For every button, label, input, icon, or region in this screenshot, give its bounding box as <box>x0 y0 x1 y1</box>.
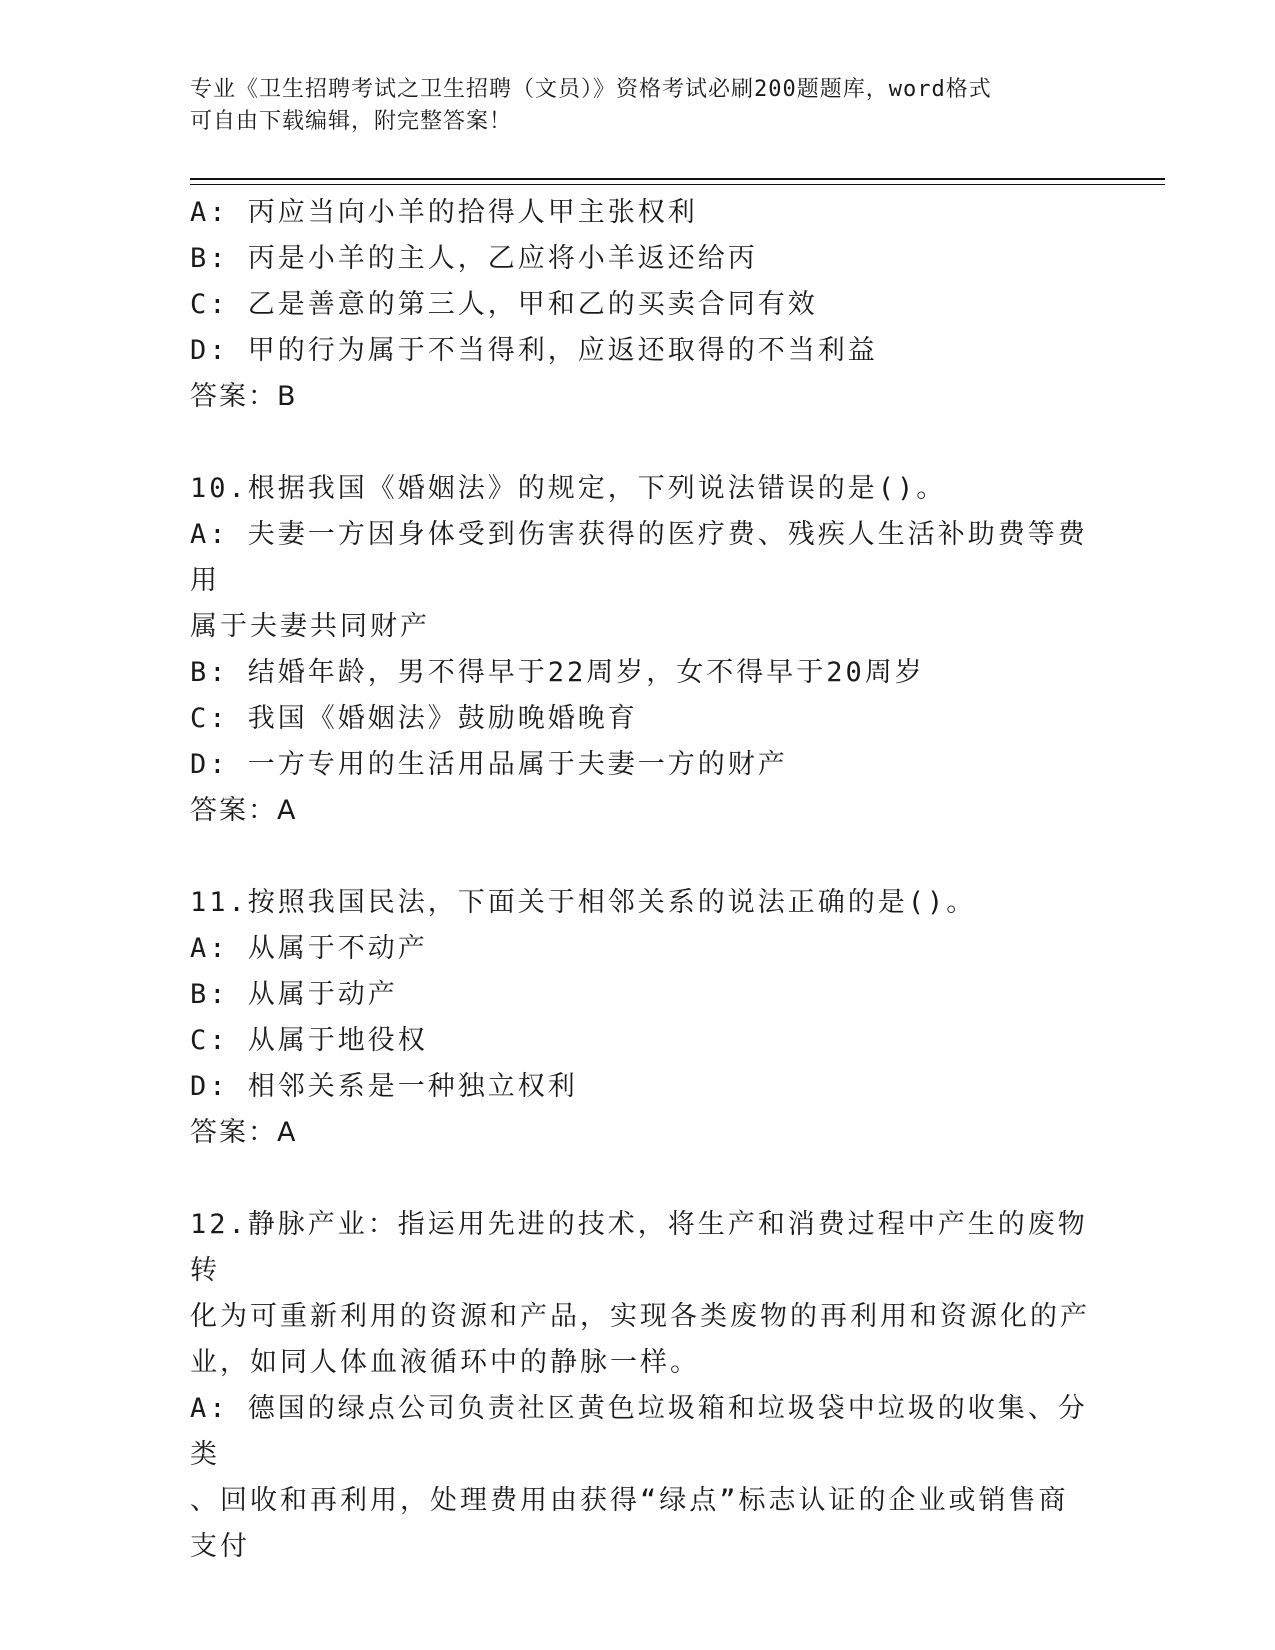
spacer <box>190 834 1090 880</box>
q10-option-a-line-2: 属于夫妻共同财产 <box>190 611 430 642</box>
q12-option-a-line-2: 、回收和再利用，处理费用由获得“绿点”标志认证的企业或销售商 <box>190 1485 1069 1516</box>
header-divider-thin <box>190 184 1165 185</box>
q11-stem: 11.按照我国民法，下面关于相邻关系的说法正确的是()。 <box>190 887 977 918</box>
spacer <box>190 420 1090 466</box>
q9-option-d: D: 甲的行为属于不当得利，应返还取得的不当利益 <box>190 335 878 366</box>
q10-option-d: D: 一方专用的生活用品属于夫妻一方的财产 <box>190 749 788 780</box>
q12-option-a-line-1: A: 德国的绿点公司负责社区黄色垃圾箱和垃圾袋中垃圾的收集、分类 <box>190 1393 1088 1470</box>
question-11 <box>190 880 1090 1156</box>
q12-stem-line-3: 业，如同人体血液循环中的静脉一样。 <box>190 1347 700 1378</box>
q10-option-c: C: 我国《婚姻法》鼓励晚婚晚育 <box>190 703 638 734</box>
q10-stem: 10.根据我国《婚姻法》的规定，下列说法错误的是()。 <box>190 473 947 504</box>
question-10 <box>190 466 1090 834</box>
spacer <box>190 1156 1090 1202</box>
q9-answer: 答案：B <box>190 381 298 412</box>
header-line-2: 可自由下载编辑，附完整答案！ <box>190 109 513 134</box>
q11-option-b: B: 从属于动产 <box>190 979 398 1010</box>
q12-stem-line-1: 12.静脉产业：指运用先进的技术，将生产和消费过程中产生的废物转 <box>190 1209 1088 1286</box>
q11-answer: 答案：A <box>190 1117 298 1148</box>
question-12 <box>190 1202 1090 1570</box>
header-line-1: 专业《卫生招聘考试之卫生招聘（文员）》资格考试必刷200题题库，word格式 <box>190 77 992 102</box>
q11-option-c: C: 从属于地役权 <box>190 1025 428 1056</box>
q11-option-d: D: 相邻关系是一种独立权利 <box>190 1071 578 1102</box>
header-divider-thick <box>190 178 1165 180</box>
q10-answer: 答案：A <box>190 795 298 826</box>
q11-option-a: A: 从属于不动产 <box>190 933 428 964</box>
document-header <box>190 74 1090 138</box>
q10-option-b: B: 结婚年龄，男不得早于22周岁，女不得早于20周岁 <box>190 657 925 688</box>
q9-option-a: A: 丙应当向小羊的拾得人甲主张权利 <box>190 197 698 228</box>
document-body <box>190 190 1090 1570</box>
q12-option-a-line-3: 支付 <box>190 1531 250 1562</box>
q10-option-a-line-1: A: 夫妻一方因身体受到伤害获得的医疗费、残疾人生活补助费等费用 <box>190 519 1088 596</box>
q9-option-b: B: 丙是小羊的主人，乙应将小羊返还给丙 <box>190 243 758 274</box>
question-9 <box>190 190 1090 420</box>
q9-option-c: C: 乙是善意的第三人，甲和乙的买卖合同有效 <box>190 289 818 320</box>
q12-stem-line-2: 化为可重新利用的资源和产品，实现各类废物的再利用和资源化的产 <box>190 1301 1090 1332</box>
